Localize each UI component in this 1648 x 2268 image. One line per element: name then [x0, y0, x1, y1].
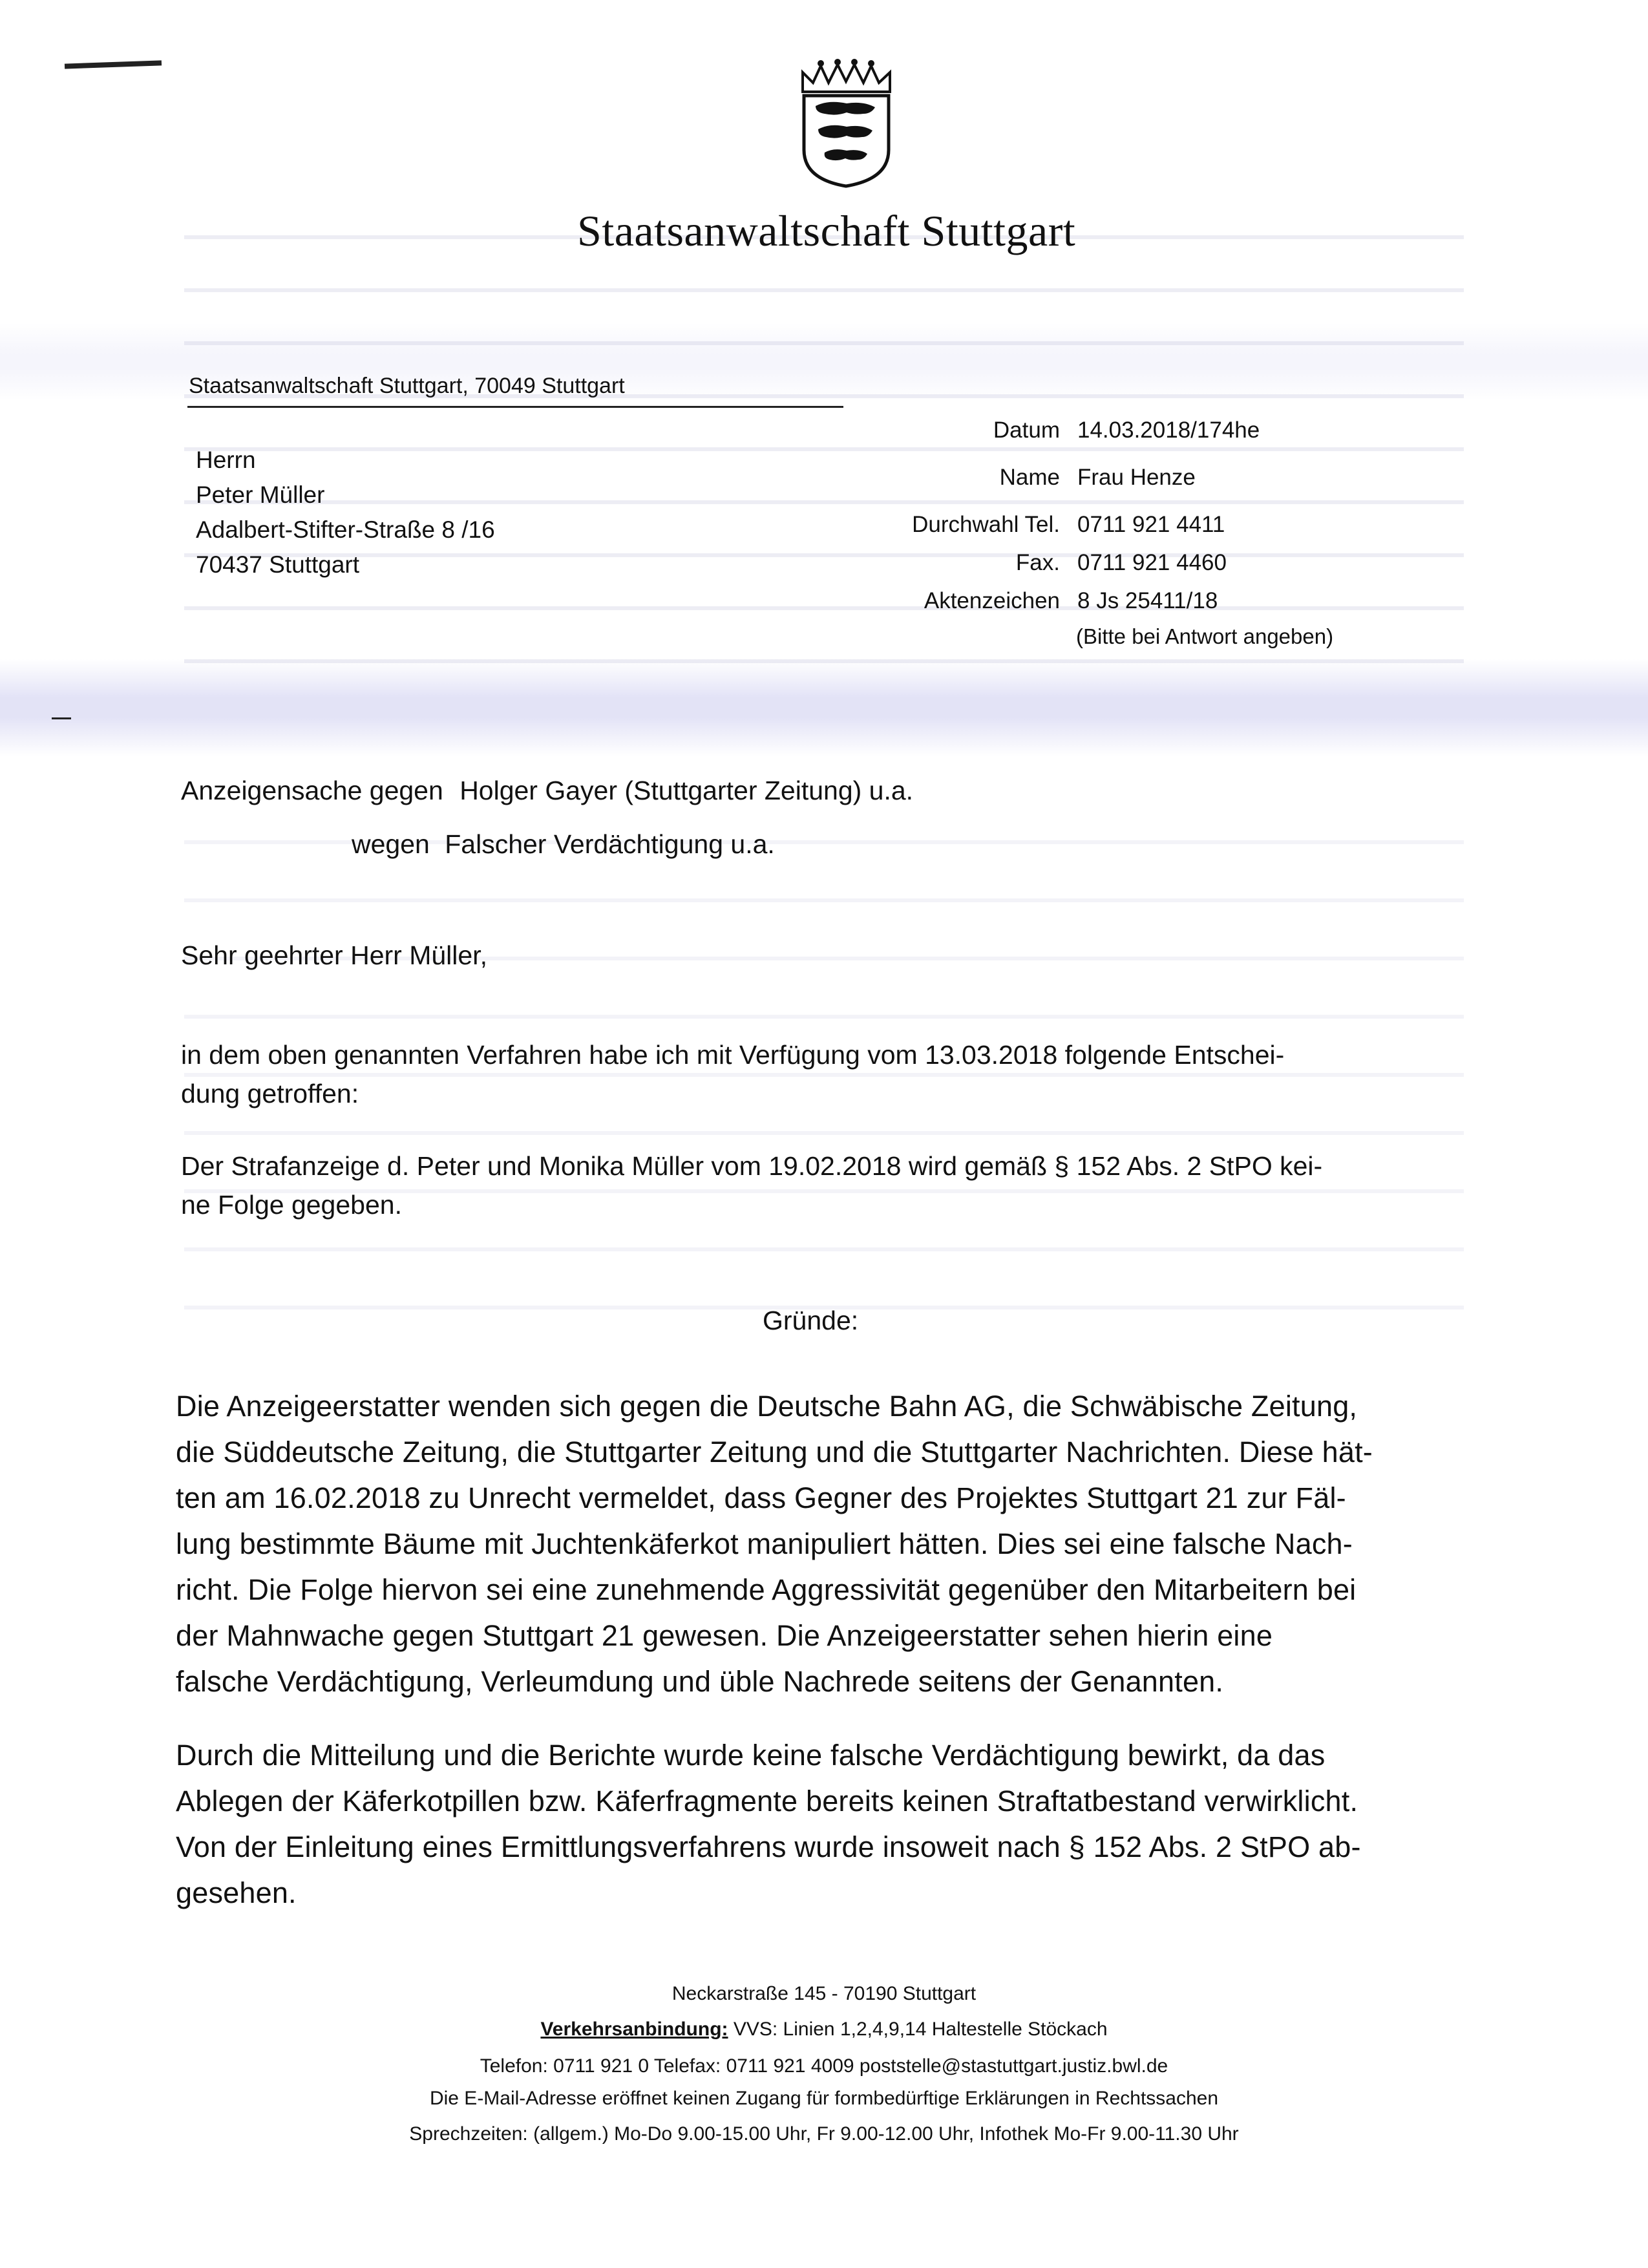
subject-parties: Holger Gayer (Stuttgarter Zeitung) u.a. — [460, 776, 914, 805]
reasons-paragraph-1 — [176, 1383, 1373, 1704]
sender-return-address: Staatsanwaltschaft Stuttgart, 70049 Stuttgart — [189, 374, 625, 398]
fax-value: 0711 921 4460 — [1077, 550, 1227, 575]
fax-label: Fax. — [1015, 550, 1060, 575]
footer-email-note: Die E-Mail-Adresse eröffnet keinen Zugang für formbedürftige Erklärungen in Rechtssachen — [429, 2088, 1219, 2109]
text-line: Von der Einleitung eines Ermittlungsverfahrens wurde insoweit nach § 152 Abs. 2 StPO ab- — [176, 1830, 1361, 1863]
text-line: Die Anzeigeerstatter wenden sich gegen die Deutsche Bahn AG, die Schwäbische Zeitung, — [176, 1390, 1358, 1423]
date-label: Datum — [993, 418, 1060, 443]
subject-charge: Falscher Verdächtigung u.a. — [445, 829, 775, 859]
recipient-city: 70437 Stuttgart — [196, 551, 360, 578]
footer-transit — [0, 2019, 1648, 2040]
recipient-name: Peter Müller — [196, 482, 325, 508]
text-line: lung bestimmte Bäume mit Juchtenkäferkot manipuliert hätten. Dies sei eine falsche Nach- — [176, 1527, 1353, 1560]
text-line: gesehen. — [176, 1876, 297, 1909]
text-line: falsche Verdächtigung, Verleumdung und üble Nachrede seitens der Genannten. — [176, 1665, 1224, 1698]
decision-statement — [181, 1147, 1322, 1224]
name-value: Frau Henze — [1077, 465, 1196, 490]
decision-intro — [181, 1035, 1284, 1113]
subject-line-1 — [181, 776, 913, 806]
name-label: Name — [999, 465, 1060, 490]
text-line: Der Strafanzeige d. Peter und Monika Müller vom 19.02.2018 wird gemäß § 152 Abs. 2 StPO kei- — [181, 1151, 1323, 1181]
text-line: ne Folge gegeben. — [181, 1190, 402, 1220]
footer-address: Neckarstraße 145 - 70190 Stuttgart — [671, 1983, 977, 2004]
sender-rule-divider — [187, 406, 843, 408]
text-line: dung getroffen: — [181, 1079, 359, 1108]
file-number-value: 8 Js 25411/18 — [1077, 588, 1218, 613]
date-value: 14.03.2018/174he — [1077, 418, 1260, 443]
subject-prefix: Anzeigensache gegen — [181, 776, 443, 805]
recipient-salutation: Herrn — [196, 447, 256, 473]
text-line: Durch die Mitteilung und die Berichte wurde keine falsche Verdächtigung bewirkt, da das — [176, 1739, 1326, 1772]
footer-contact: Telefon: 0711 921 0 Telefax: 0711 921 4009 poststelle@stastuttgart.justiz.bwl.de — [480, 2055, 1168, 2077]
file-number-label: Aktenzeichen — [924, 588, 1060, 613]
recipient-street: Adalbert-Stifter-Straße 8 /16 — [196, 516, 495, 543]
fold-mark — [52, 717, 71, 719]
text-line: die Süddeutsche Zeitung, die Stuttgarter Zeitung und die Stuttgarter Nachrichten. Diese hät- — [176, 1436, 1373, 1468]
reasons-paragraph-2 — [176, 1732, 1361, 1916]
text-line: Ablegen der Käferkotpillen bzw. Käferfragmente bereits keinen Straftatbestand verwirklicht. — [176, 1785, 1358, 1818]
text-line: der Mahnwache gegen Stuttgart 21 gewesen. Die Anzeigeerstatter sehen hierin eine — [176, 1619, 1273, 1652]
reasons-heading: Gründe: — [763, 1306, 859, 1335]
footer-office-hours: Sprechzeiten: (allgem.) Mo-Do 9.00-15.00 Uhr, Fr 9.00-12.00 Uhr, Infothek Mo-Fr 9.00-11.30 Uhr — [409, 2123, 1239, 2145]
fold-mark — [65, 60, 162, 69]
phone-value: 0711 921 4411 — [1077, 512, 1225, 537]
subject-charge-prefix: wegen — [352, 829, 430, 859]
footer-transit-label: Verkehrsanbindung: — [540, 2019, 728, 2040]
subject-line-2 — [352, 829, 775, 860]
text-line: ten am 16.02.2018 zu Unrecht vermeldet, dass Gegner des Projektes Stuttgart 21 zur Fäl- — [176, 1481, 1346, 1514]
phone-label: Durchwahl Tel. — [912, 512, 1060, 537]
authority-title: Staatsanwaltschaft Stuttgart — [577, 206, 1076, 255]
greeting: Sehr geehrter Herr Müller, — [181, 940, 487, 970]
recipient-address-block — [196, 443, 495, 582]
footer-transit-value: VVS: Linien 1,2,4,9,14 Haltestelle Stöckach — [728, 2019, 1108, 2040]
text-line: richt. Die Folge hiervon sei eine zunehmende Aggressivität gegenüber den Mitarbeitern bei — [176, 1573, 1357, 1606]
coat-of-arms-logo — [796, 53, 896, 189]
text-line: in dem oben genannten Verfahren habe ich mit Verfügung vom 13.03.2018 folgende Entschei- — [181, 1040, 1285, 1070]
file-number-note: (Bitte bei Antwort angeben) — [1076, 624, 1334, 648]
